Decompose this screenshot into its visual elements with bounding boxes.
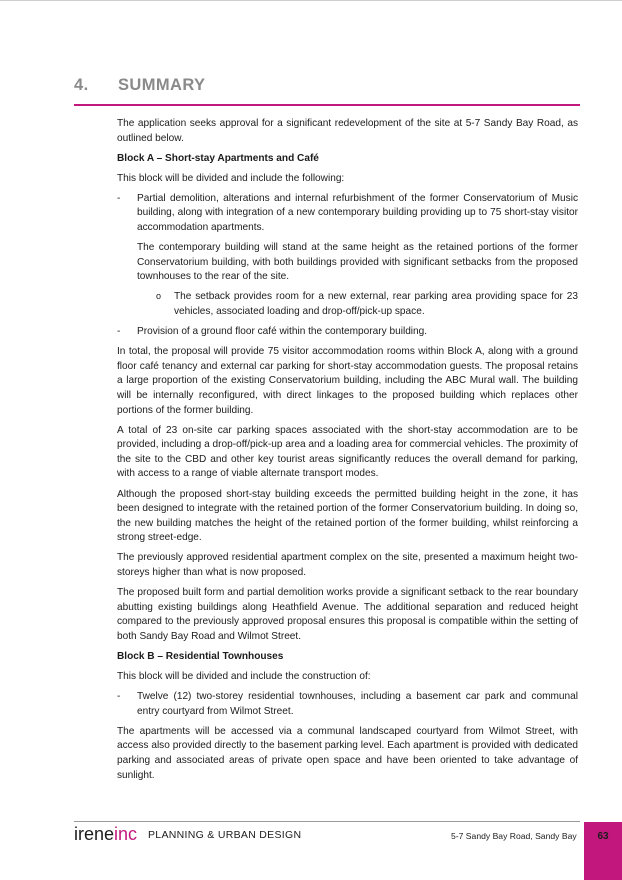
intro-paragraph: The application seeks approval for a significant redevelopment of the site at 5-7 Sandy Bay Road, as outlined below. bbox=[117, 118, 578, 144]
paragraph-access: The apartments will be accessed via a communal landscaped courtyard from Wilmot Street, with access also provided directly to the basement parking level. Each apartment is provided with dedicated parking and associated areas of private open space and have been oriented to take advantage of sunlight. bbox=[117, 725, 578, 781]
section-title: SUMMARY bbox=[118, 76, 206, 94]
block-b-lead: This block will be divided and include the construction of: bbox=[117, 671, 371, 683]
bullet-dash: - bbox=[117, 192, 121, 204]
block-a-bullet-1-continuation: The contemporary building will stand at the same height as the retained portions of the former Conservatorium building, with both buildings provided with significant setbacks from the proposed townhouses to the rear of the site. bbox=[137, 242, 578, 283]
block-a-sub-bullet-1 bbox=[117, 290, 578, 319]
sub-bullet-circle: o bbox=[156, 291, 162, 302]
section-heading bbox=[74, 76, 205, 95]
bullet-dash: - bbox=[117, 326, 121, 338]
page-number-tab bbox=[584, 822, 622, 880]
top-border bbox=[0, 0, 622, 1]
paragraph-previous-approval: The previously approved residential apartment complex on the site, presented a maximum height two-storeys higher than what is now proposed. bbox=[117, 552, 578, 579]
sub-bullet-text: The setback provides room for a new external, rear parking area providing space for 23 vehicles, associated loading and drop-off/pick-up space. bbox=[174, 291, 578, 318]
paragraph-setback: The proposed built form and partial demolition works provide a significant setback to the rear boundary abutting existing buildings along Heathfield Avenue. The additional separation and reduced height compared to the previously approved proposal ensures this proposal is compatible within the setting of both Sandy Bay Road and Wilmot Street. bbox=[117, 587, 578, 642]
bullet-text: Partial demolition, alterations and internal refurbishment of the former Conservatorium of Music building, along with integration of a new contemporary building providing up to 75 short-stay visitor accommodation apartments. bbox=[137, 192, 578, 234]
block-a-bullet-2 bbox=[117, 325, 578, 340]
block-b-bullet-1 bbox=[117, 690, 578, 719]
footer-divider bbox=[74, 821, 580, 822]
footer-tagline: PLANNING & URBAN DESIGN bbox=[148, 829, 302, 841]
paragraph-height: Although the proposed short-stay building exceeds the permitted building height in the zone, it has been designed to integrate with the retained portion of the former Conservatorium building. In doing so, the new building matches the height of the retained portion of the former building, whilst reinforcing a strong street-edge. bbox=[117, 488, 578, 544]
logo-inc: inc bbox=[114, 824, 138, 844]
heading-divider bbox=[74, 104, 580, 106]
bullet-dash: - bbox=[117, 691, 121, 703]
footer-address: 5-7 Sandy Bay Road, Sandy Bay bbox=[451, 831, 577, 841]
page-number: 63 bbox=[597, 831, 609, 842]
block-a-bullet-1 bbox=[117, 192, 578, 236]
paragraph-parking: A total of 23 on-site car parking spaces associated with the short-stay accommodation are to be provided, including a drop-off/pick-up area and a loading area for commercial vehicles. The proximity of the site to the CBD and other key tourist areas significantly reduces the overall demand for parking, with access to a range of viable alternate transport modes. bbox=[117, 424, 578, 480]
bullet-text: Twelve (12) two-storey residential townhouses, including a basement car park and communal entry courtyard from Wilmot Street. bbox=[137, 691, 578, 717]
section-content bbox=[117, 117, 578, 789]
block-a-heading: Block A – Short-stay Apartments and Café bbox=[117, 152, 319, 164]
section-number: 4. bbox=[74, 76, 89, 94]
block-b-heading: Block B – Residential Townhouses bbox=[117, 651, 284, 662]
bullet-text: Provision of a ground floor café within the contemporary building. bbox=[137, 326, 428, 338]
footer-logo bbox=[74, 823, 137, 845]
paragraph-total: In total, the proposal will provide 75 visitor accommodation rooms within Block A, along with a ground floor café tenancy and external car parking for short-stay accommodation guests. The proposal retains a large proportion of the existing Conservatorium building, including the ABC Mural wall. The building will be internally reconfigured, with direct linkages to the proposed building which replaces other portions of the former building. bbox=[117, 346, 578, 416]
logo-irene: irene bbox=[74, 824, 115, 844]
block-a-lead: This block will be divided and include the following: bbox=[117, 172, 345, 184]
